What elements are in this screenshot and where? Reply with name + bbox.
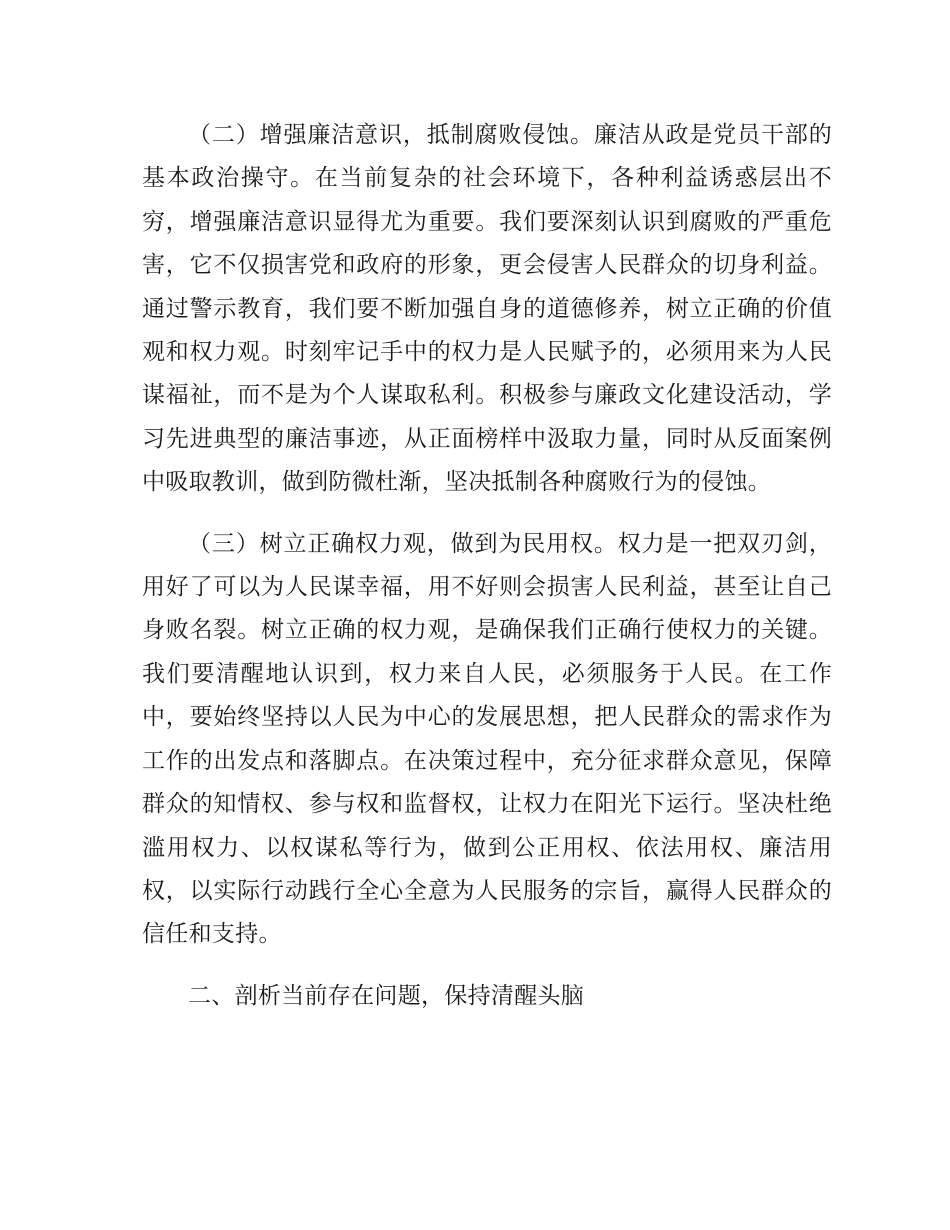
document-page [142, 114, 832, 1018]
section-heading: 二、剖析当前存在问题，保持清醒头脑 [188, 982, 585, 1009]
paragraph-power-view: （三）树立正确权力观，做到为民用权。权力是一把双刃剑，用好了可以为人民谋幸福，用不好则会损害人民利益，甚至让自己身败名裂。树立正确的权力观，是确保我们正确行使权力的关键。我们要清醒地认识到，权力来自人民，必须服务于人民。在工作中，要始终坚持以人民为中心的发展思想，把人民群众的需求作为工作的出发点和落脚点。在决策过程中，充分征求群众意见，保障群众的知情权、参与权和监督权，让权力在阳光下运行。坚决杜绝滥用权力、以权谋私等行为，做到公正用权、依法用权、廉洁用权，以实际行动践行全心全意为人民服务的宗旨，赢得人民群众的信任和支持。 [142, 530, 832, 948]
paragraph-integrity-awareness: （二）增强廉洁意识，抵制腐败侵蚀。廉洁从政是党员干部的基本政治操守。在当前复杂的社会环境下，各种利益诱惑层出不穷，增强廉洁意识显得尤为重要。我们要深刻认识到腐败的严重危害，它不仅损害党和政府的形象，更会侵害人民群众的切身利益。通过警示教育，我们要不断加强自身的道德修养，树立正确的价值观和权力观。时刻牢记手中的权力是人民赋予的，必须用来为人民谋福祉，而不是为个人谋取私利。积极参与廉政文化建设活动，学习先进典型的廉洁事迹，从正面榜样中汲取力量，同时从反面案例中吸取教训，做到防微杜渐，坚决抵制各种腐败行为的侵蚀。 [142, 122, 832, 496]
